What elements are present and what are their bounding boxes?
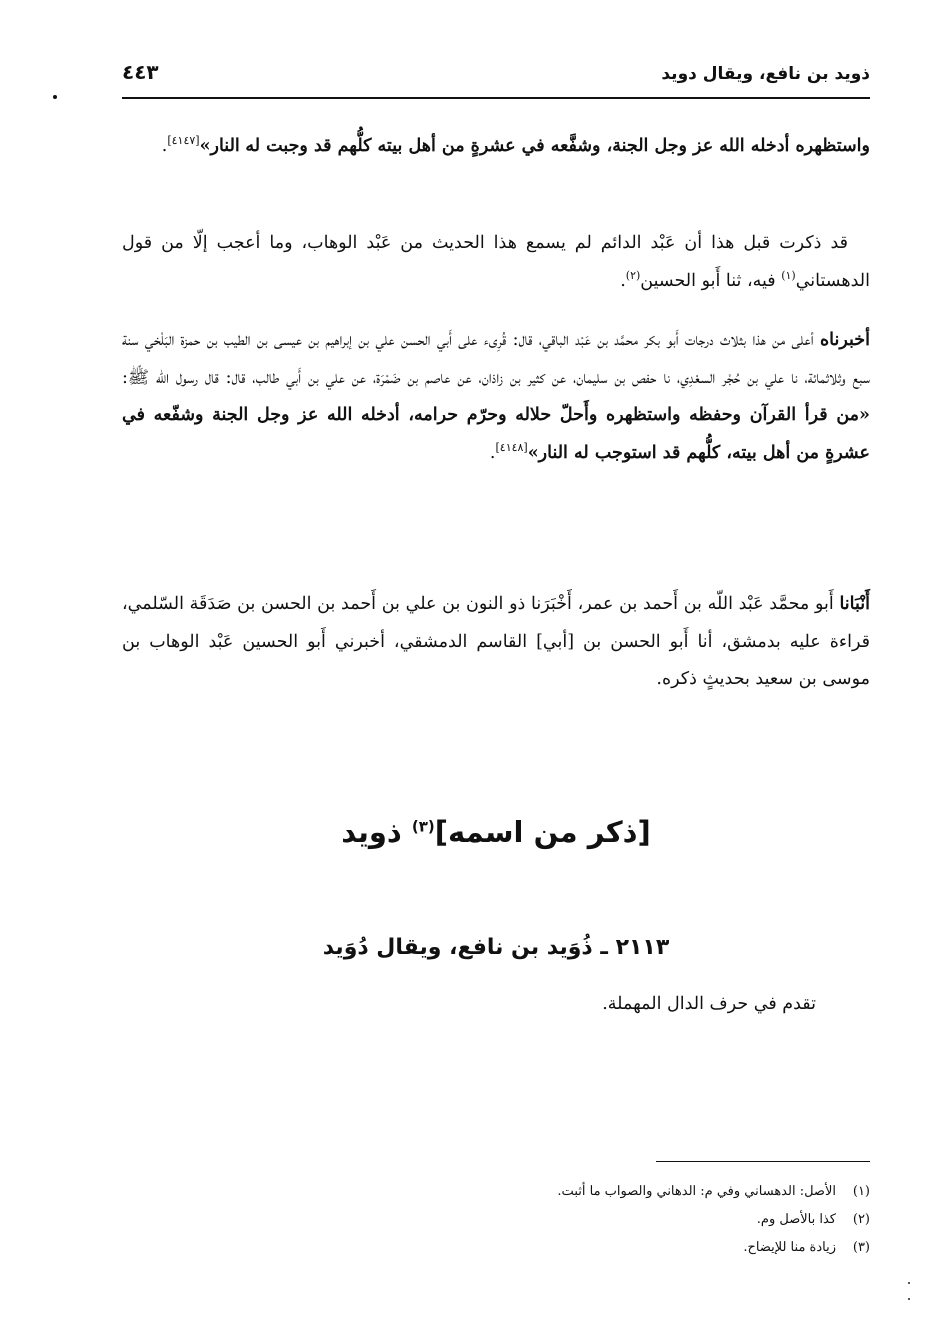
footnote-1 — [122, 1178, 870, 1206]
footnote-2 — [122, 1206, 870, 1234]
continued-hadith-paragraph — [122, 128, 870, 166]
header-rule — [122, 97, 870, 99]
section-heading-post: ذويد — [341, 815, 412, 849]
page-number: ٤٤٣ — [122, 60, 159, 84]
continued-hadith-line2: النار» — [199, 136, 240, 156]
continued-end: . — [161, 136, 168, 156]
footnote-text: كذا بالأصل وم. — [756, 1212, 836, 1227]
footnote-text: الأصل: الدهساني وفي م: الدهاني والصواب ما أثبت. — [557, 1184, 836, 1199]
section-heading-pre: [ذكر من اسمه] — [434, 815, 651, 849]
footnote-3 — [122, 1234, 870, 1262]
akhbarana-label: أخبرناه — [820, 330, 870, 350]
continued-hadith-line1: واستظهره أدخله الله عز وجل الجنة، وشفَّعه في عشرةٍ من أهل بيته كلُّهم قد وجبت له — [245, 136, 870, 156]
akhbarana-end: . — [489, 442, 496, 463]
footnote-number: (٣) — [852, 1240, 870, 1255]
running-title: ذويد بن نافع، ويقال دويد — [661, 64, 870, 84]
akhbarana-text: أعلى من هذا بثلاث درجات أَبو بكر محمَّد بن عَبْد الباقي، قال: قُرِىء على أَبي الحسن علي بن إبراهيم بن عيسى بن الطيب بن حمزة البَلْخي سنة سبع وثلاثمائة، نا علي بن حُجْر السعْدِي، نا حفص بن سليمان، عن كثير بن زاذان، عن عاصم بن ضَمْرَة، عن علي بن أَبي طالب، قال: قال رسول الله ﷺ: — [122, 330, 870, 388]
footnotes — [122, 1178, 870, 1262]
footnote-number: (٢) — [852, 1212, 870, 1227]
note-mid: فيه، ثنا أَبو الحسين — [640, 270, 782, 291]
scan-speck — [908, 1298, 910, 1300]
isnad-paragraph — [122, 322, 870, 472]
anbana-label: أَنْبَانا — [839, 594, 870, 614]
section-heading — [122, 815, 870, 849]
footnote-ref-2: (٢) — [625, 268, 641, 282]
margin-dot — [53, 95, 57, 99]
footnote-text: زيادة منا للإيضاح. — [743, 1240, 836, 1255]
entry-body: تقدم في حرف الدال المهملة. — [602, 994, 816, 1014]
anbana-paragraph — [122, 586, 870, 699]
hadith-reference-4147: [٤١٤٧] — [167, 134, 200, 148]
footnote-number: (١) — [852, 1184, 870, 1199]
footnote-rule — [656, 1161, 870, 1162]
entry-title: ٢١١٣ ـ ذُوَيد بن نافع، ويقال دُوَيد — [322, 935, 670, 960]
akhbarana-hadith: «من قرأ القرآن وحفظه واستظهره وأَحلّ حلاله وحرّم حرامه، أدخله الله عز وجل الجنة وشفّعه في عشرةٍ من أهل بيته، كلُّهم قد استوجب له النار» — [122, 405, 870, 463]
footnote-ref-1: (١) — [781, 268, 796, 282]
footnote-ref-3: (٣) — [411, 817, 435, 836]
hadith-reference-4148: [٤١٤٨] — [495, 440, 528, 454]
note-paragraph — [122, 225, 870, 300]
note-end: . — [620, 270, 626, 291]
note-text: قد ذكرت قبل هذا أن عَبْد الدائم لم يسمع هذا الحديث من عَبْد الوهاب، وما أعجب إلّا من قول الدهستاني — [122, 233, 870, 291]
anbana-text: أَبو محمَّد عَبْد اللّه بن أَحمد بن عمر، أَخْبَرَنا ذو النون بن علي بن أَحمد بن الحسن بن صَدَقَة السّلمي، قراءة عليه بدمشق، أنا أَبو الحسن بن [أبي] القاسم الدمشقي، أخبرني أَبو الحسين عَبْد الوهاب بن موسى بن سعيد بحديثٍ ذكره. — [122, 594, 870, 689]
scan-speck — [908, 1282, 910, 1284]
